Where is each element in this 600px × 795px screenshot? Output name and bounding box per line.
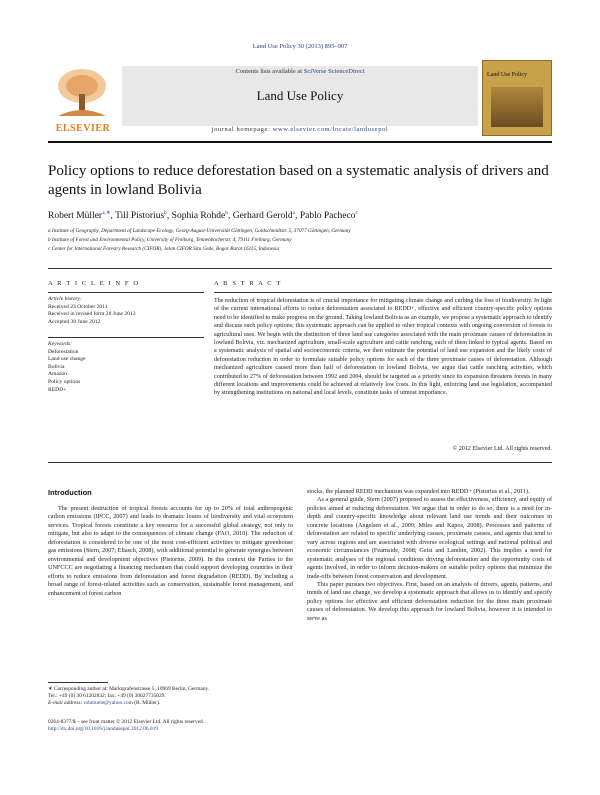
intro-paragraph: The present destruction of tropical forests accounts for up to 20% of total anthropogenic carbon emissions (IPCC, 2007) and leads to dramatic losses of biodiversity and vital ecosystem services. Tropical forests constitute a key resource for a successful global strategy, not only to mitigate, but also to adapt to the consequences of climate change (FAO, 2010). The reduction of deforestation is considered to be one of the most cost-efficient activities to mitigate greenhouse gas emissions (Stern, 2007; Eliasch, 2008), with additional potential to generate synergies between environmental and development objectives (Pistorius, 2009). In this context the Parties to the UNFCCC are negotiating a financing mechanism that could support developing countries in their efforts to reduce emissions from deforestation and forest degradation (REDD). By including a broad range of forest-related activities such as conservation, sustainable forest management, and enhancement of forest carbon [48,505,293,597]
doi-link[interactable]: http://dx.doi.org/10.1016/j.landusepol.2012.06.019 [48,726,158,732]
abstract-text: The reduction of tropical deforestation is of crucial importance for mitigating climate change and curbing the loss of biodiversity. In light of the current international efforts to reduce deforestation associated to REDD+, effective and efficient country-specific policy options need to be identified to make progress on the ground. Taking lowland Bolivia as an example, we propose a systematic approach to identify and discuss such policy options; this systematic approach can be applied to other tropical contexts with ongoing conversion of forests to agricultural uses. We begin with the distinction of three land use categories associated with the main proximate causes of deforestation in lowland Bolivia, viz. mechanized agriculture, small-scale agriculture and cattle ranching, each of them linked to typical agents. Based on a systematic analysis of spatial and socioeconomic criteria, we then estimate the potential of land use expansion and the likely costs of deforestation reduction in order to formulate suitable policy options for each of the three proximate causes of deforestation. Although mechanized agriculture caused more than half of deforestation in lowland Bolivia, we argue that cattle ranching activities, which contributed to 27% of deforestation between 1992 and 2004, should be targeted as a priority since its expansion threatens forests in many different locations and improvements could be achieved at relatively low costs. In this light, enforcing land use legislation, accompanied by strengthening institutions on national and local levels, constitute tasks of utmost importance. [214,298,552,397]
affiliation-divider [48,268,552,269]
homepage-prefix: journal homepage: [211,126,273,133]
keyword: Amazon [48,371,67,378]
journal-reference[interactable]: Land Use Policy 30 (2013) 895–907 [252,43,348,50]
copyright-notice: © 2012 Elsevier Ltd. All rights reserved. [452,446,552,452]
affiliation: b Institute of Forest and Environmental Policy, University of Freiburg, Tennenbacherstr. 4, 79111 Freiburg, Germany [48,237,292,243]
article-title: Policy options to reduce deforestation based on a systematic analysis of drivers and agents in lowland Bolivia [48,163,549,198]
abstract-divider [214,292,552,293]
history-accepted: Accepted 30 June 2012 [48,318,101,325]
author-affiliation-marker[interactable]: c [355,210,358,216]
author-affiliation-marker[interactable]: b [225,210,228,216]
email-label: E-mail address: [48,700,84,706]
author-affiliation-marker[interactable]: b [164,210,167,216]
author-name[interactable]: Pablo Pacheco [299,211,356,222]
footnote-phone: Tel.: +49 (0) 30 61202832; fax: +49 (0) 30627735029. [48,693,166,699]
history-label: Article history: [48,296,83,302]
keyword: Policy options [48,378,81,385]
abstract-end-divider [48,462,552,463]
author-list: Robert Müller$^{a,∗}$, Till Pistorius$^b$, Sophia Rohde$^b$, Gerhard Gerold$^a$, Pablo Pacheco$^c$ [48,210,358,222]
sciencedirect-link[interactable]: SciVerse ScienceDirect [303,68,365,75]
keyword: Deforestation [48,348,79,355]
email-link[interactable]: robmuele@yahoo.com [83,700,133,706]
affiliation: c Center for International Forestry Research (CIFOR), Jalan CIFOR Situ Gede, Bogor Barat 16115, Indonesia [48,246,280,252]
intro-paragraph: This paper pursues two objectives. First, based on an analysis of drivers, agents, patterns, and trends of land use change, we develop a systematic approach that allows us to identify and specify policy options for effective and efficient deforestation reduction for the three main proximate causes of deforestation. We develop this approach for lowland Bolivia, however it is intended to serve as [307,580,552,622]
author-affiliation-marker[interactable]: a [292,210,296,216]
keyword: Land use change [48,356,86,363]
keyword: REDD+ [48,386,67,393]
history-received: Received 23 October 2011 [48,303,108,310]
history-revised: Received in revised form 28 June 2012 [48,311,136,318]
publisher-name: ELSEVIER [55,123,111,134]
affiliation: a Institute of Geography, Department of Landscape Ecology, Georg-August-Universität Göttingen, Goldschmidtstr. 5, 37077 Göttingen, Germany [48,228,351,234]
footnote-divider [48,682,108,683]
front-matter [48,719,552,733]
cover-title: Land Use Policy [487,72,527,78]
header-divider [48,141,552,143]
introduction-heading: Introduction [48,488,92,497]
elsevier-tree-logo [48,64,116,120]
article-info-divider [48,292,204,293]
author-affiliation-marker[interactable]: a,∗ [102,210,111,216]
footnotes [48,686,293,707]
keywords-block [48,341,204,394]
article-history [48,296,204,326]
keyword: Bolivia [48,363,65,370]
keywords-label: Keywords: [48,341,73,347]
abstract-heading: A B S T R A C T [214,280,282,287]
journal-homepage [122,126,478,133]
author-name[interactable]: Sophia Rohde [171,211,226,222]
email-suffix: (R. Müller). [132,700,161,706]
history-divider [48,337,204,338]
cover-image [491,87,543,127]
homepage-link[interactable]: www.elsevier.com/locate/landusepol [272,126,389,133]
footnote-corresponding: ∗ Corresponding author at: Marktgrafenstrasse 5, 10969 Berlin, Germany. [48,686,210,692]
footnote-email [48,700,293,707]
article-info-heading: A R T I C L E I N F O [48,280,140,287]
issn-line: 0264-8377/$ – see front matter © 2012 Elsevier Ltd. All rights reserved. [48,719,205,725]
author-name[interactable]: Robert Müller [48,211,103,222]
intro-paragraph: stocks, the planned REDD mechanism was expanded into REDD+ (Pistorius et al., 2011). [307,488,530,495]
contents-availability [122,68,478,75]
contents-prefix: Contents lists available at [235,68,304,75]
journal-title: Land Use Policy [256,88,344,103]
intro-left-column [48,505,293,598]
author-name[interactable]: Till Pistorius [115,211,165,222]
author-name[interactable]: Gerhard Gerold [232,211,293,222]
intro-paragraph: As a general guide, Stern (2007) proposed to assess the effectiveness, efficiency, and equity of policies aimed at reducing deforestation. We argue that in order to do so, there is a need for in-depth and country-specific knowledge about relevant land use trends and their outcomes in concrete locations (Angelsen et al., 2009; Miles and Kapos, 2008). Processes and patterns of deforestation are related to specific underlying causes, proximate causes, and agents that tend to vary across regions and are associated with diverse ecological settings and national political and economic circumstances (Fearnside, 2008; Geist and Lambin, 2002). This implies a need for systematic analyses of the regional conditions driving deforestation and the opportunity costs of agents involved, in order to inform decision-makers on suitable policy options that minimize the trade-offs between forest conservation and development. [307,496,552,580]
journal-cover-thumbnail [482,60,552,136]
intro-right-column [307,488,552,623]
